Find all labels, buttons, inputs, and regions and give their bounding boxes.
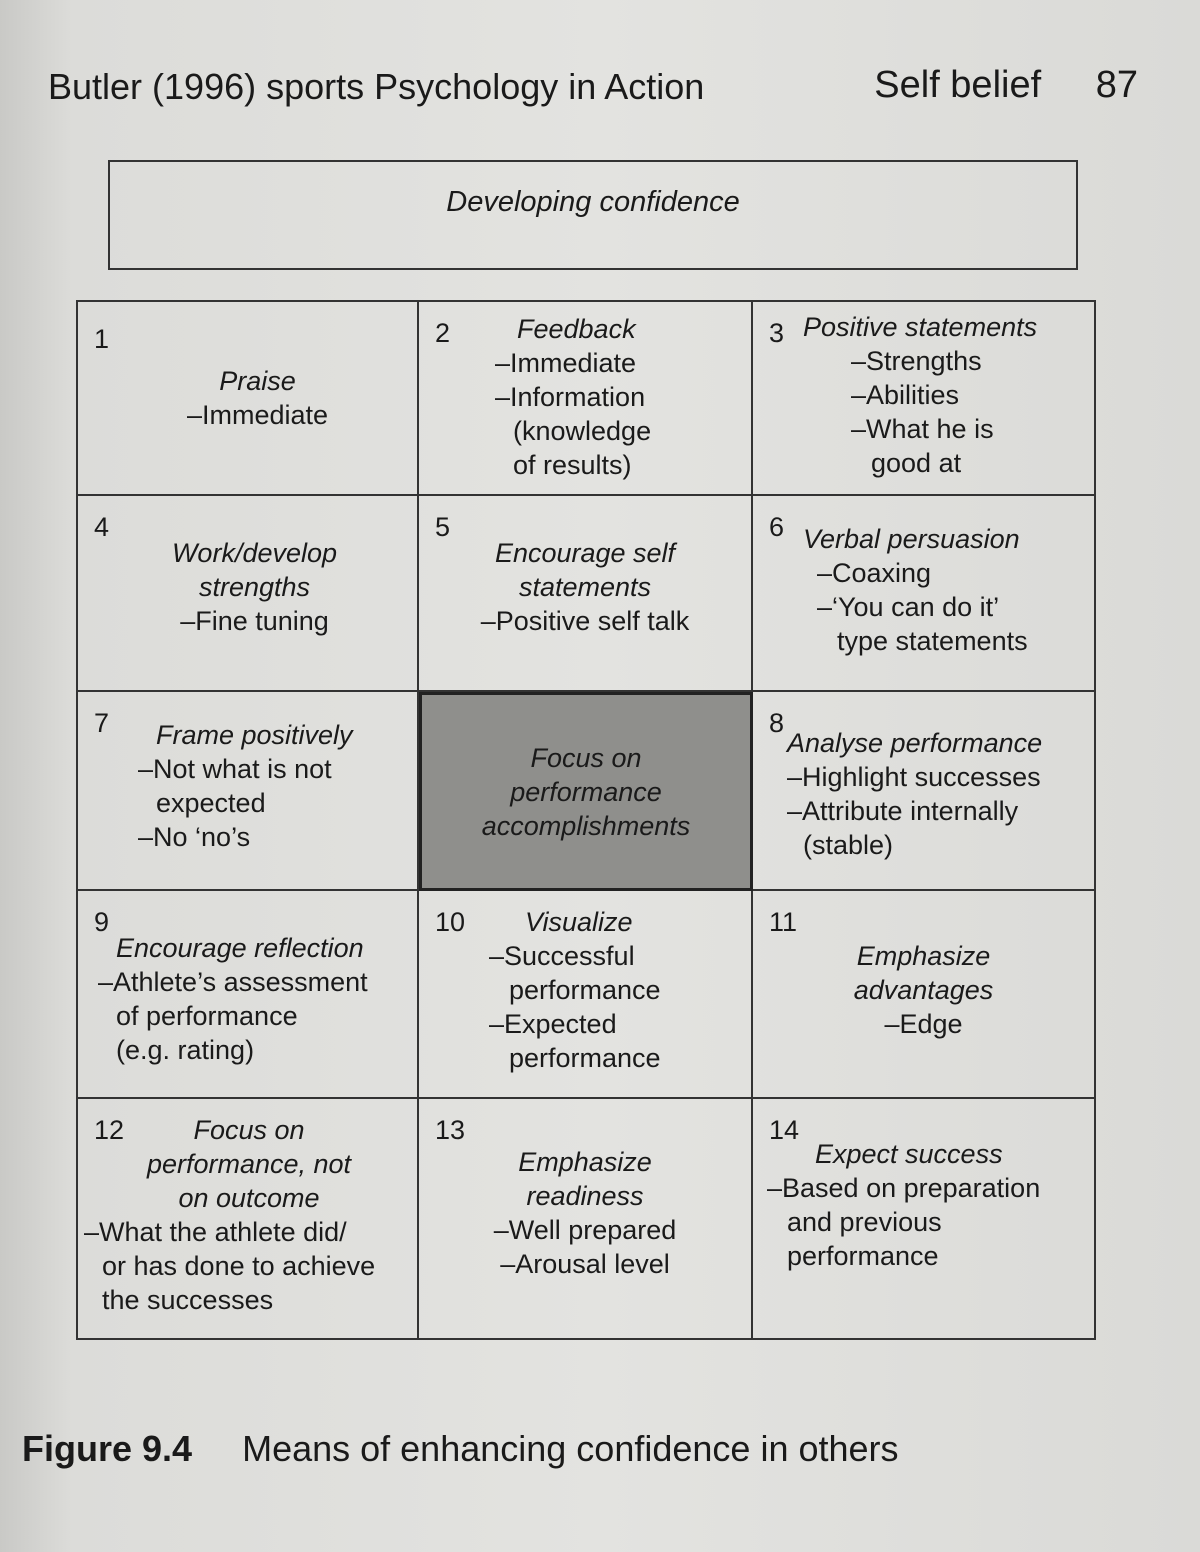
cell-title: Praise	[219, 366, 296, 396]
center-focus-cell	[419, 692, 753, 891]
cell-7	[78, 692, 419, 891]
cell-11	[753, 891, 1094, 1099]
cell-item: performance	[787, 1241, 939, 1271]
cell-item: (e.g. rating)	[116, 1035, 255, 1065]
cell-number: 9	[94, 907, 110, 937]
cell-title: Focus on	[193, 1115, 305, 1145]
diagram-title: Developing confidence	[446, 186, 740, 218]
cell-5	[419, 496, 753, 692]
cell-title: Positive statements	[803, 312, 1038, 342]
cell-item: –Arousal level	[500, 1249, 670, 1279]
cell-title: advantages	[853, 975, 994, 1005]
cell-item: –What the athlete did/	[84, 1217, 347, 1247]
cell-number: 1	[94, 324, 110, 354]
cell-title: Encourage self	[494, 538, 676, 568]
cell-item: –Athlete’s assessment	[98, 967, 368, 997]
cell-item: type statements	[837, 626, 1028, 656]
cell-2	[419, 302, 753, 496]
cell-13	[419, 1099, 753, 1340]
cell-number: 13	[435, 1115, 466, 1145]
cell-item: –What he is	[851, 414, 994, 444]
cell-item: –Attribute internally	[787, 796, 1019, 826]
cell-item: –Edge	[884, 1009, 963, 1039]
cell-number: 8	[769, 708, 785, 738]
cell-title: Frame positively	[156, 720, 353, 750]
cell-number: 3	[769, 318, 785, 348]
cell-title: Emphasize	[518, 1147, 652, 1177]
cell-12	[78, 1099, 419, 1340]
cell-title: Work/develop	[171, 538, 338, 568]
cell-title: Expect success	[815, 1139, 1003, 1169]
cell-item: –Well prepared	[493, 1215, 677, 1245]
cell-3	[753, 302, 1094, 496]
cell-item: and previous	[787, 1207, 942, 1237]
cell-10	[419, 891, 753, 1099]
cell-title: readiness	[526, 1181, 644, 1211]
cell-number: 14	[769, 1115, 800, 1145]
cell-item: –Abilities	[851, 380, 960, 410]
cell-item: –Based on preparation	[767, 1173, 1041, 1203]
cell-item: (stable)	[803, 830, 894, 860]
figure-caption-text: Means of enhancing confidence in others	[242, 1428, 899, 1469]
cell-title: strengths	[198, 572, 311, 602]
cell-title: Verbal persuasion	[803, 524, 1020, 554]
cell-number: 6	[769, 512, 785, 542]
cell-number: 2	[435, 318, 451, 348]
cell-1	[78, 302, 419, 496]
cell-item: or has done to achieve	[102, 1251, 376, 1281]
cell-item: of results)	[513, 450, 632, 480]
cell-item: –Immediate	[186, 400, 329, 430]
cell-item: –Immediate	[495, 348, 637, 378]
cell-item: –Not what is not	[138, 754, 332, 784]
cell-number: 11	[769, 907, 798, 937]
cell-item: –Information	[495, 382, 646, 412]
cell-item: of performance	[116, 1001, 298, 1031]
running-head-right	[874, 64, 1138, 107]
cell-title: Encourage reflection	[116, 933, 364, 963]
cell-item: good at	[871, 448, 962, 478]
center-line: Focus on	[530, 742, 642, 773]
page-number: 87	[1095, 64, 1138, 106]
cell-9	[78, 891, 419, 1099]
cell-item: –No ‘no’s	[138, 822, 251, 852]
cell-item: –Coaxing	[817, 558, 932, 588]
confidence-grid	[76, 300, 1096, 1340]
cell-item: –Expected	[489, 1009, 617, 1039]
cell-4	[78, 496, 419, 692]
cell-item: –Highlight successes	[787, 762, 1041, 792]
figure-caption	[22, 1428, 899, 1470]
diagram-title-box	[108, 160, 1078, 270]
cell-title: Visualize	[525, 907, 633, 937]
cell-number: 5	[435, 512, 451, 542]
cell-item: (knowledge	[513, 416, 652, 446]
cell-number: 7	[94, 708, 110, 738]
cell-item: –Successful	[489, 941, 635, 971]
cell-6	[753, 496, 1094, 692]
center-line: accomplishments	[481, 810, 691, 841]
cell-item: –‘You can do it’	[817, 592, 1000, 622]
cell-item: –Positive self talk	[480, 606, 690, 636]
cell-number: 10	[435, 907, 466, 937]
cell-item: the successes	[102, 1285, 274, 1315]
section-title: Self belief	[874, 64, 1042, 106]
figure-label: Figure 9.4	[22, 1428, 193, 1469]
running-head-citation: Butler (1996) sports Psychology in Action	[48, 66, 705, 107]
cell-item: –Fine tuning	[180, 606, 329, 636]
cell-number: 4	[94, 512, 110, 542]
cell-item: performance	[509, 975, 661, 1005]
cell-title: Analyse performance	[787, 728, 1043, 758]
cell-14	[753, 1099, 1094, 1340]
cell-title: performance, not	[146, 1149, 352, 1179]
cell-number: 12	[94, 1115, 125, 1145]
cell-item: expected	[156, 788, 266, 818]
center-line: performance	[510, 776, 662, 807]
cell-item: –Strengths	[851, 346, 982, 376]
cell-item: performance	[509, 1043, 661, 1073]
cell-title: Feedback	[517, 314, 636, 344]
cell-title: statements	[518, 572, 652, 602]
cell-title: on outcome	[178, 1183, 320, 1213]
cell-8	[753, 692, 1094, 891]
cell-title: Emphasize	[856, 941, 991, 971]
